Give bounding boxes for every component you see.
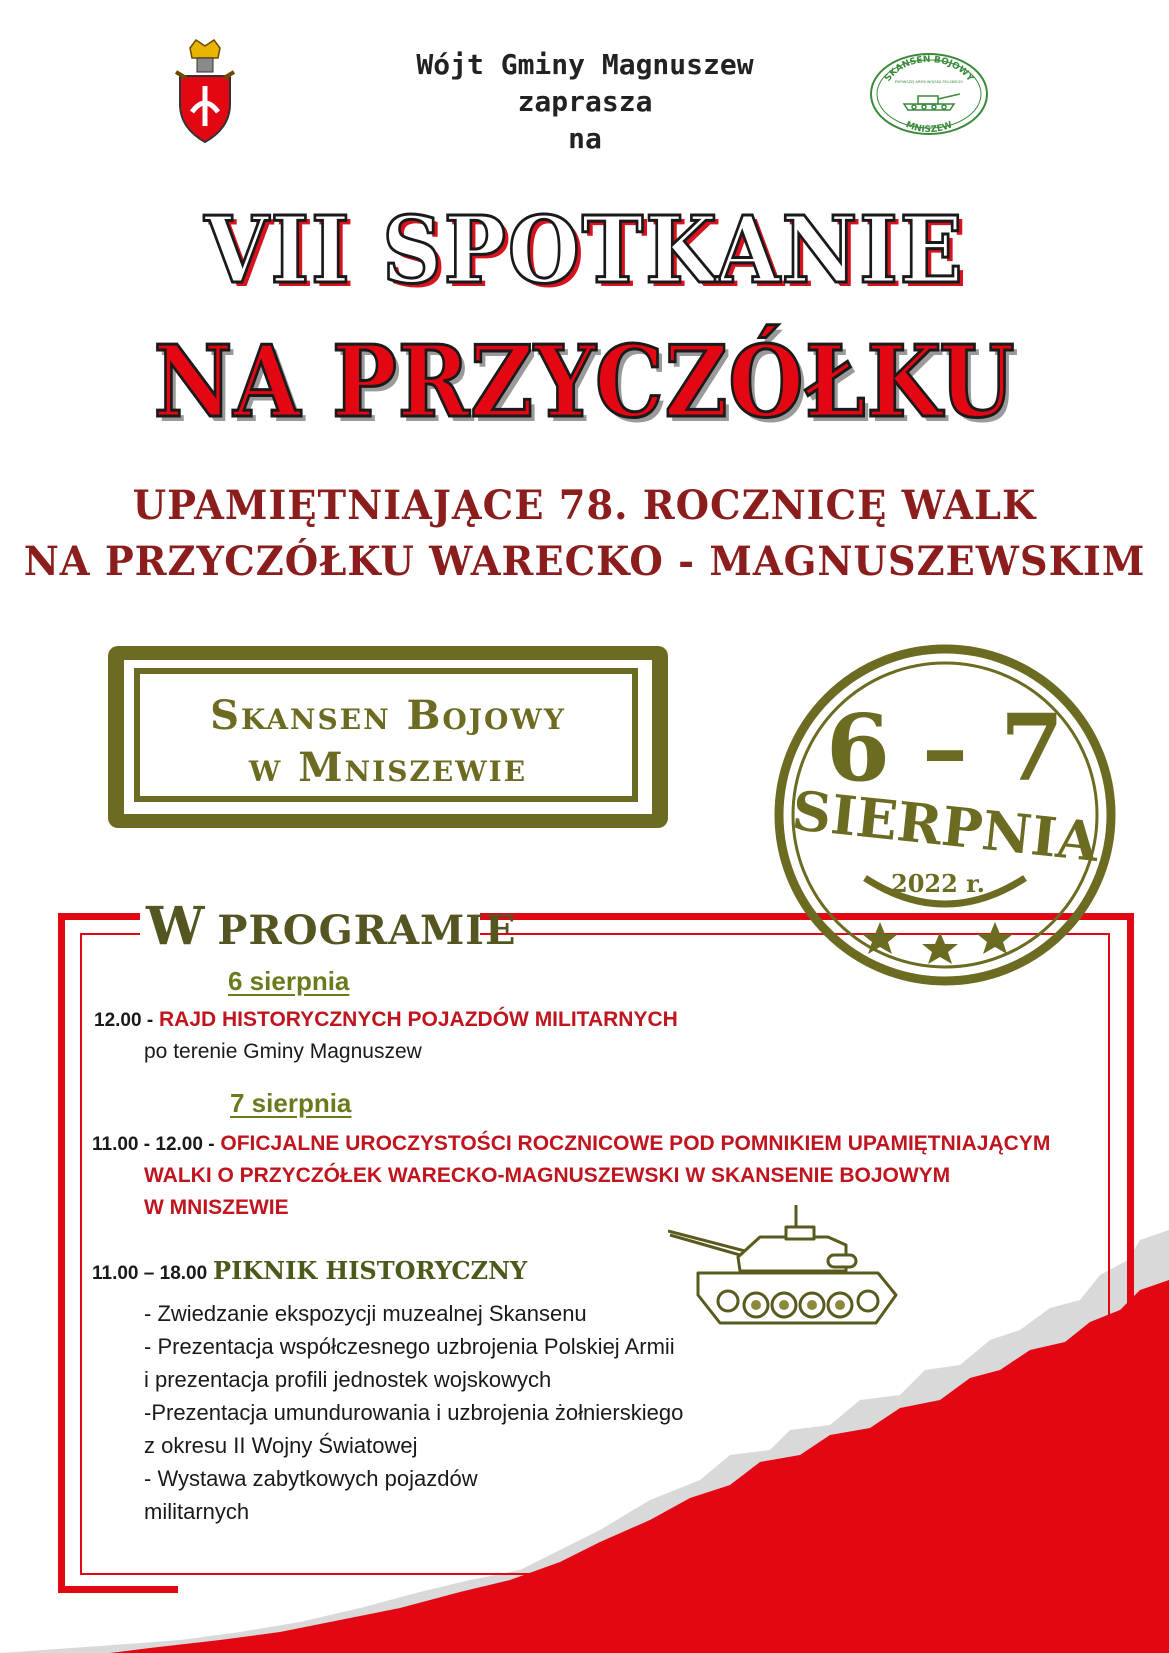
- venue-line-1: Skansen Bojowy: [210, 692, 566, 739]
- day2-time1: 11.00 - 12.00 -: [92, 1134, 215, 1155]
- day2-date: 7 sierpnia: [230, 1088, 352, 1118]
- list-item: -Prezentacja umundurowania i uzbrojenia żołnierskiego: [144, 1400, 684, 1425]
- day2-event2: PIKNIK HISTORYCZNY: [213, 1256, 528, 1285]
- invitation-header: [330, 46, 840, 157]
- day2-time2: 11.00 – 18.00: [92, 1263, 208, 1284]
- stamp-year: 2022 r.: [891, 869, 985, 898]
- program-frame-bottom-inner: [80, 1573, 180, 1575]
- list-item: z okresu II Wojny Światowej: [144, 1433, 418, 1458]
- logo-small-text: PIERWSZEJ ARMII WOJSKA POLSKIEGO: [894, 80, 964, 84]
- header-line-1: Wójt Gminy Magnuszew: [416, 48, 754, 81]
- logo-bottom-text: MNISZEW: [904, 120, 954, 136]
- header-line-2: zaprasza: [517, 85, 653, 118]
- list-item: - Wystawa zabytkowych pojazdów: [144, 1466, 478, 1491]
- day2-event1-row: [92, 1132, 1050, 1156]
- subtitle-line-2: NA PRZYCZÓŁKU WARECKO - MAGNUSZEWSKIM: [23, 538, 1146, 585]
- venue-line-2: w Mniszewie: [248, 744, 528, 791]
- skansen-logo-icon: [868, 52, 990, 136]
- program-frame-bottom: [58, 1586, 178, 1593]
- picnic-items-list: [144, 1297, 683, 1528]
- header-line-3: na: [568, 122, 602, 155]
- event-title-line-1: VII SPOTKANIE: [204, 196, 965, 304]
- venue-text: [124, 690, 652, 794]
- day1-time: 12.00 -: [94, 1010, 154, 1031]
- coat-of-arms-icon: [172, 38, 238, 144]
- subtitle-line-1: UPAMIĘTNIAJĄCE 78. ROCZNICĘ WALK: [132, 482, 1037, 529]
- event-title-line-2: NA PRZYCZÓŁKU: [153, 325, 1016, 440]
- list-item: i prezentacja profili jednostek wojskowych: [144, 1367, 552, 1392]
- day2-event1-line-3: W MNISZEWIE: [144, 1196, 289, 1219]
- logo-top-text: SKANSEN BOJOWY: [883, 54, 975, 84]
- stamp-dates: 6 – 7: [825, 694, 1065, 802]
- list-item: militarnych: [144, 1499, 250, 1524]
- day1-event-row: [94, 1008, 678, 1032]
- program-heading-text: PROGRAMIE: [217, 907, 517, 954]
- list-item: - Prezentacja współczesnego uzbrojenia Polskiej Armii: [144, 1334, 675, 1359]
- tank-icon: [668, 1205, 908, 1335]
- event-subtitle: [0, 478, 1169, 590]
- program-heading-w: W: [146, 896, 206, 957]
- list-item: - Zwiedzanie ekspozycji muzealnej Skansenu: [144, 1301, 587, 1326]
- program-heading: [146, 896, 516, 957]
- day1-detail: po terenie Gminy Magnuszew: [144, 1040, 422, 1063]
- day1-date: 6 sierpnia: [228, 966, 350, 996]
- stamp-month: SIERPNIA: [789, 778, 1102, 874]
- date-stamp: [770, 640, 1120, 990]
- day1-event: RAJD HISTORYCZNYCH POJAZDÓW MILITARNYCH: [159, 1008, 678, 1031]
- day2-event1-line-1: OFICJALNE UROCZYSTOŚCI ROCZNICOWE POD POMNIKIEM UPAMIĘTNIAJĄCYM: [220, 1132, 1051, 1155]
- day2-event2-row: [92, 1256, 527, 1285]
- day2-event1-line-2: WALKI O PRZYCZÓŁEK WARECKO-MAGNUSZEWSKI W SKANSENIE BOJOWYM: [144, 1164, 951, 1187]
